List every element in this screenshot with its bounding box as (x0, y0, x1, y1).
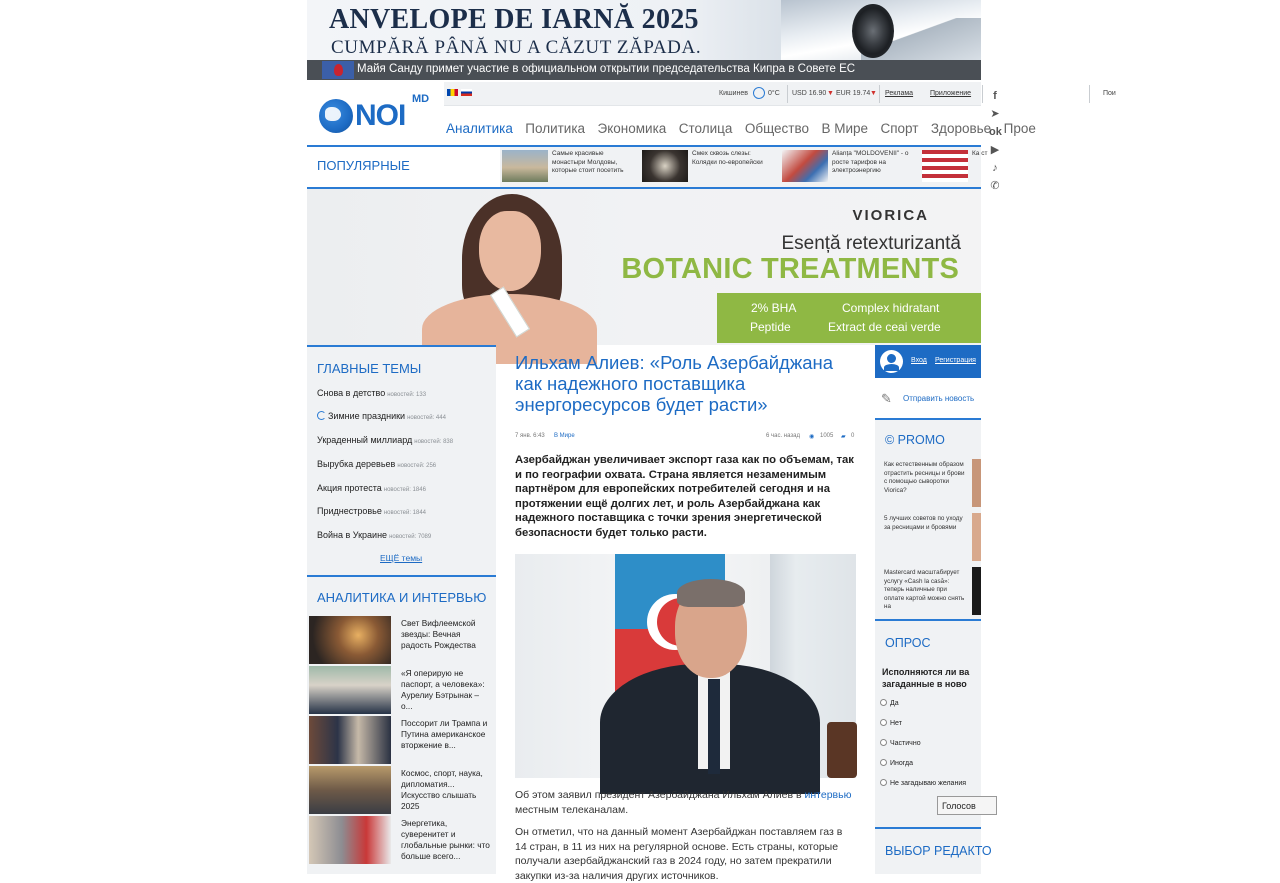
promo-title[interactable]: Mastercard масштабирует услугу «Cash la casă»: теперь наличные при оплате картой можно снять на (884, 569, 965, 610)
comment-icon[interactable]: ▰ (841, 434, 846, 440)
analytics-item[interactable] (307, 716, 496, 766)
poll-option[interactable] (880, 759, 913, 767)
globe-icon (319, 99, 353, 133)
topic-count: новостей: 1844 (383, 510, 427, 516)
popular-title: Alianța "MOLDOVENII" - о росте тарифов на электроэнергию (832, 150, 909, 174)
topic-item[interactable] (317, 530, 431, 540)
editor-choice-heading: ВЫБОР РЕДАКТО (885, 844, 992, 858)
pencil-icon: ✎ (881, 391, 892, 406)
poll-option-label[interactable]: Иногда (890, 760, 914, 767)
poll-option-label[interactable]: Да (890, 700, 899, 707)
send-news[interactable] (875, 378, 981, 418)
paragraph-text: местным телеканалам. (515, 803, 629, 816)
popular-item[interactable] (920, 150, 1055, 184)
section-divider (875, 619, 981, 621)
photo-person-hair (677, 579, 745, 607)
analytics-image (309, 766, 391, 814)
topic-item[interactable] (317, 411, 446, 421)
popular-strip (307, 147, 988, 187)
analytics-image (309, 616, 391, 664)
topic-name[interactable]: Война в Украине (317, 530, 388, 540)
topic-name[interactable]: Зимние праздники (328, 411, 406, 421)
ad-feature: Complex hidratant (842, 301, 940, 315)
analytics-item[interactable] (307, 616, 496, 666)
nav-item-economy[interactable]: Экономика (597, 121, 667, 136)
radio-button[interactable] (880, 739, 887, 746)
poll-option[interactable] (880, 699, 899, 707)
radio-button[interactable] (880, 719, 887, 726)
send-news-label[interactable]: Отправить новость (903, 394, 975, 403)
radio-button[interactable] (880, 699, 887, 706)
refresh-icon (317, 411, 326, 420)
news-ticker[interactable] (307, 60, 981, 80)
topic-name[interactable]: Украденный миллиард (317, 435, 413, 445)
site-logo[interactable] (319, 95, 434, 140)
popular-items (500, 147, 988, 187)
analytics-title[interactable]: Космос, спорт, наука, дипломатия... Искусство слышать 2025 (401, 768, 483, 811)
nav-item-analytics[interactable]: Аналитика (446, 121, 513, 136)
topic-name[interactable]: Вырубка деревьев (317, 459, 396, 469)
poll-question: Исполняются ли ва загаданные в ново (882, 667, 970, 689)
article-lead: Азербайджан увеличивает экспорт газа как по объемам, так и по географии охвата. Страна является незаменимым партнёром для европейских потребителей сегодня и на протяжении ещё долгих лет, и роль Азербайджана как надежного поставщика с точки зрения энергетической безопасности будет только расти. (515, 454, 854, 539)
nav-item-world[interactable]: В Мире (821, 121, 869, 136)
more-topics-link[interactable]: ЕЩЁ темы (380, 553, 423, 563)
tire-image (852, 4, 894, 58)
poll-option-label[interactable]: Нет (890, 720, 902, 727)
analytics-image (309, 816, 391, 864)
arrow-down-icon: ▼ (827, 90, 834, 97)
topic-count: новостей: 7089 (389, 534, 432, 540)
topic-count: новостей: 133 (387, 392, 427, 398)
popular-title: Ка ст (972, 150, 988, 157)
article-paragraph (515, 788, 855, 817)
ad-features-box (717, 293, 981, 343)
left-sidebar (307, 345, 496, 874)
analytics-title[interactable]: Энергетика, суверенитет и глобальные рынки: что больше всего... (401, 818, 490, 861)
right-sidebar (875, 345, 992, 874)
analytics-title[interactable]: «Я оперирую не паспорт, а человека»: Аурелиу Бэтрынак – о... (401, 668, 485, 711)
section-divider (875, 418, 981, 420)
poll-heading: ОПРОС (885, 636, 931, 650)
popular-label: ПОПУЛЯРНЫЕ (317, 158, 410, 173)
nav-item-politics[interactable]: Политика (525, 121, 586, 136)
topic-item[interactable] (317, 506, 426, 516)
telegram-icon[interactable]: ➤ (990, 108, 1000, 120)
usd-rate: USD 16.90 (792, 90, 827, 97)
section-divider (307, 345, 496, 347)
ad-feature: 2% BHA (751, 301, 797, 315)
ad-feature: Extract de ceai verde (828, 320, 941, 334)
article-paragraph: Он отметил, что на данный момент Азербайджан поставляем газ в 14 стран, в 11 из них на регулярной основе. Есть страны, которые получали азербайджанский газ в 2024 году, но затем прекратили закупки из-за наличия других источников. (515, 826, 843, 882)
article-category[interactable]: В Мире (554, 433, 575, 439)
tiktok-icon[interactable]: ♪ (992, 162, 998, 174)
poll-option[interactable] (880, 719, 902, 727)
promo-heading: © PROMO (885, 433, 945, 447)
article-views: 1005 (820, 433, 834, 439)
weather-city: Кишинев (719, 90, 748, 97)
user-avatar-icon[interactable] (880, 350, 903, 373)
ad-subtitle: Esență retexturizantă (781, 233, 961, 254)
topic-count: новостей: 444 (407, 415, 446, 421)
vote-button[interactable]: Голосов (937, 796, 997, 815)
popular-image (502, 150, 548, 182)
topic-item[interactable] (317, 388, 426, 398)
article-title: Ильхам Алиев: «Роль Азербайджана как надежного поставщика энергоресурсов будет расти» (515, 352, 834, 415)
popular-item[interactable] (640, 150, 775, 184)
article (504, 345, 874, 882)
topic-count: новостей: 256 (397, 463, 437, 469)
register-link[interactable]: Регистрация (935, 357, 976, 364)
analytics-title[interactable]: Свет Вифлеемской звезды: Вечная радость Рождества (401, 618, 476, 650)
ads-link[interactable]: Реклама (885, 90, 914, 97)
logo-suffix: MD (412, 93, 430, 105)
russia-flag-icon[interactable] (461, 89, 472, 96)
nav-item-society[interactable]: Общество (744, 121, 810, 136)
divider (787, 85, 788, 103)
popular-item[interactable] (780, 150, 915, 184)
topic-name[interactable]: Приднестровье (317, 506, 382, 516)
logo-text: NOI (355, 99, 406, 132)
moldova-flag-icon[interactable] (447, 89, 458, 96)
top-ad-banner[interactable] (307, 0, 981, 60)
analytics-image (309, 716, 391, 764)
divider (982, 85, 983, 103)
apps-link[interactable]: Приложение (930, 90, 972, 97)
promo-image (972, 459, 981, 507)
section-divider (875, 827, 981, 829)
ticker-thumbnail (322, 61, 354, 79)
popular-image (642, 150, 688, 182)
photo-person-tie (708, 679, 720, 774)
eye-icon: ◉ (809, 434, 815, 440)
analytics-heading: АНАЛИТИКА И ИНТЕРВЬЮ (317, 590, 487, 605)
viber-icon[interactable]: ✆ (990, 180, 1000, 192)
article-time-ago: 6 час. назад (766, 433, 800, 439)
search-label[interactable]: Пои (1103, 90, 1116, 97)
nav-item-capital[interactable]: Столица (678, 121, 733, 136)
analytics-item[interactable] (307, 666, 496, 716)
ad-feature: Peptide (750, 320, 791, 334)
article-date: 7 янв. 6:43 (515, 433, 545, 439)
ticker-text[interactable]: Майя Санду примет участие в официальном открытии председательства Кипра в Совете ЕС (357, 63, 856, 75)
nav-item-health[interactable]: Здоровье (930, 121, 992, 136)
ad-brand: VIORICA (852, 207, 929, 224)
odnoklassniki-icon[interactable]: ok (989, 126, 1002, 138)
article-comments[interactable]: 0 (851, 433, 855, 439)
popular-title: Смех сквозь слезы: Колядки по-европейски (692, 150, 763, 166)
paragraph-text: Об этом заявил президент Азербайджана Ильхам Алиев в (515, 789, 805, 801)
promo-title[interactable]: 5 лучших советов по уходу за ресницами и бровями (884, 515, 963, 531)
topic-item[interactable] (317, 483, 426, 493)
article-photo (515, 554, 856, 778)
photo-chair (827, 722, 857, 778)
arrow-down-icon: ▼ (870, 90, 877, 97)
divider (879, 85, 880, 103)
eur-rate: EUR 19.74 (836, 90, 871, 97)
poll-option[interactable] (880, 739, 921, 747)
interview-link[interactable]: интервью (804, 789, 852, 801)
topic-count: новостей: 838 (414, 439, 454, 445)
poll-option[interactable] (880, 779, 966, 787)
banner-subline: CUMPĂRĂ PÂNĂ NU A CĂZUT ZĂPADA. (331, 37, 702, 58)
popular-item[interactable] (500, 150, 635, 184)
analytics-image (309, 666, 391, 714)
cosmetics-ad-banner[interactable] (307, 189, 981, 345)
banner-headline: ANVELOPE DE IARNĂ 2025 (329, 4, 699, 35)
radio-button[interactable] (880, 759, 887, 766)
weather-icon (753, 87, 765, 99)
promo-title[interactable]: Как естественным образом отрастить ресницы и брови с помощью сыворотки Viorica? (884, 461, 965, 494)
facebook-icon[interactable]: f (993, 90, 997, 102)
topic-item[interactable] (317, 459, 436, 469)
topic-count: новостей: 1846 (383, 487, 426, 493)
language-switcher[interactable] (447, 89, 475, 107)
analytics-title[interactable]: Поссорит ли Трампа и Путина американское вторжение в... (401, 718, 488, 750)
poll-option-label[interactable]: Частично (890, 740, 921, 747)
section-divider (307, 575, 496, 577)
analytics-item[interactable] (307, 816, 496, 866)
ad-headline: BOTANIC TREATMENTS (621, 253, 959, 285)
topic-name[interactable]: Снова в детство (317, 388, 386, 398)
weather-temp: 0°C (768, 90, 780, 97)
popular-image (922, 150, 968, 182)
promo-image (972, 513, 981, 561)
topic-item[interactable] (317, 435, 453, 445)
promo-image (972, 567, 981, 615)
nav-item-projects[interactable]: Прое (1003, 121, 1036, 136)
radio-button[interactable] (880, 779, 887, 786)
topics-heading: ГЛАВНЫЕ ТЕМЫ (317, 361, 422, 376)
popular-image (782, 150, 828, 182)
analytics-item[interactable] (307, 766, 496, 816)
poll-option-label[interactable]: Не загадываю желания (890, 780, 967, 787)
popular-title: Самые красивые монастыри Молдовы, которые стоит посетить (552, 150, 624, 174)
youtube-icon[interactable]: ▶ (990, 144, 1000, 156)
page (307, 0, 1116, 882)
divider (1089, 85, 1090, 103)
user-bar (875, 345, 981, 378)
login-link[interactable]: Вход (911, 357, 927, 364)
topic-name[interactable]: Акция протеста (317, 483, 382, 493)
ad-model-face (479, 211, 541, 291)
nav-item-sport[interactable]: Спорт (880, 121, 919, 136)
